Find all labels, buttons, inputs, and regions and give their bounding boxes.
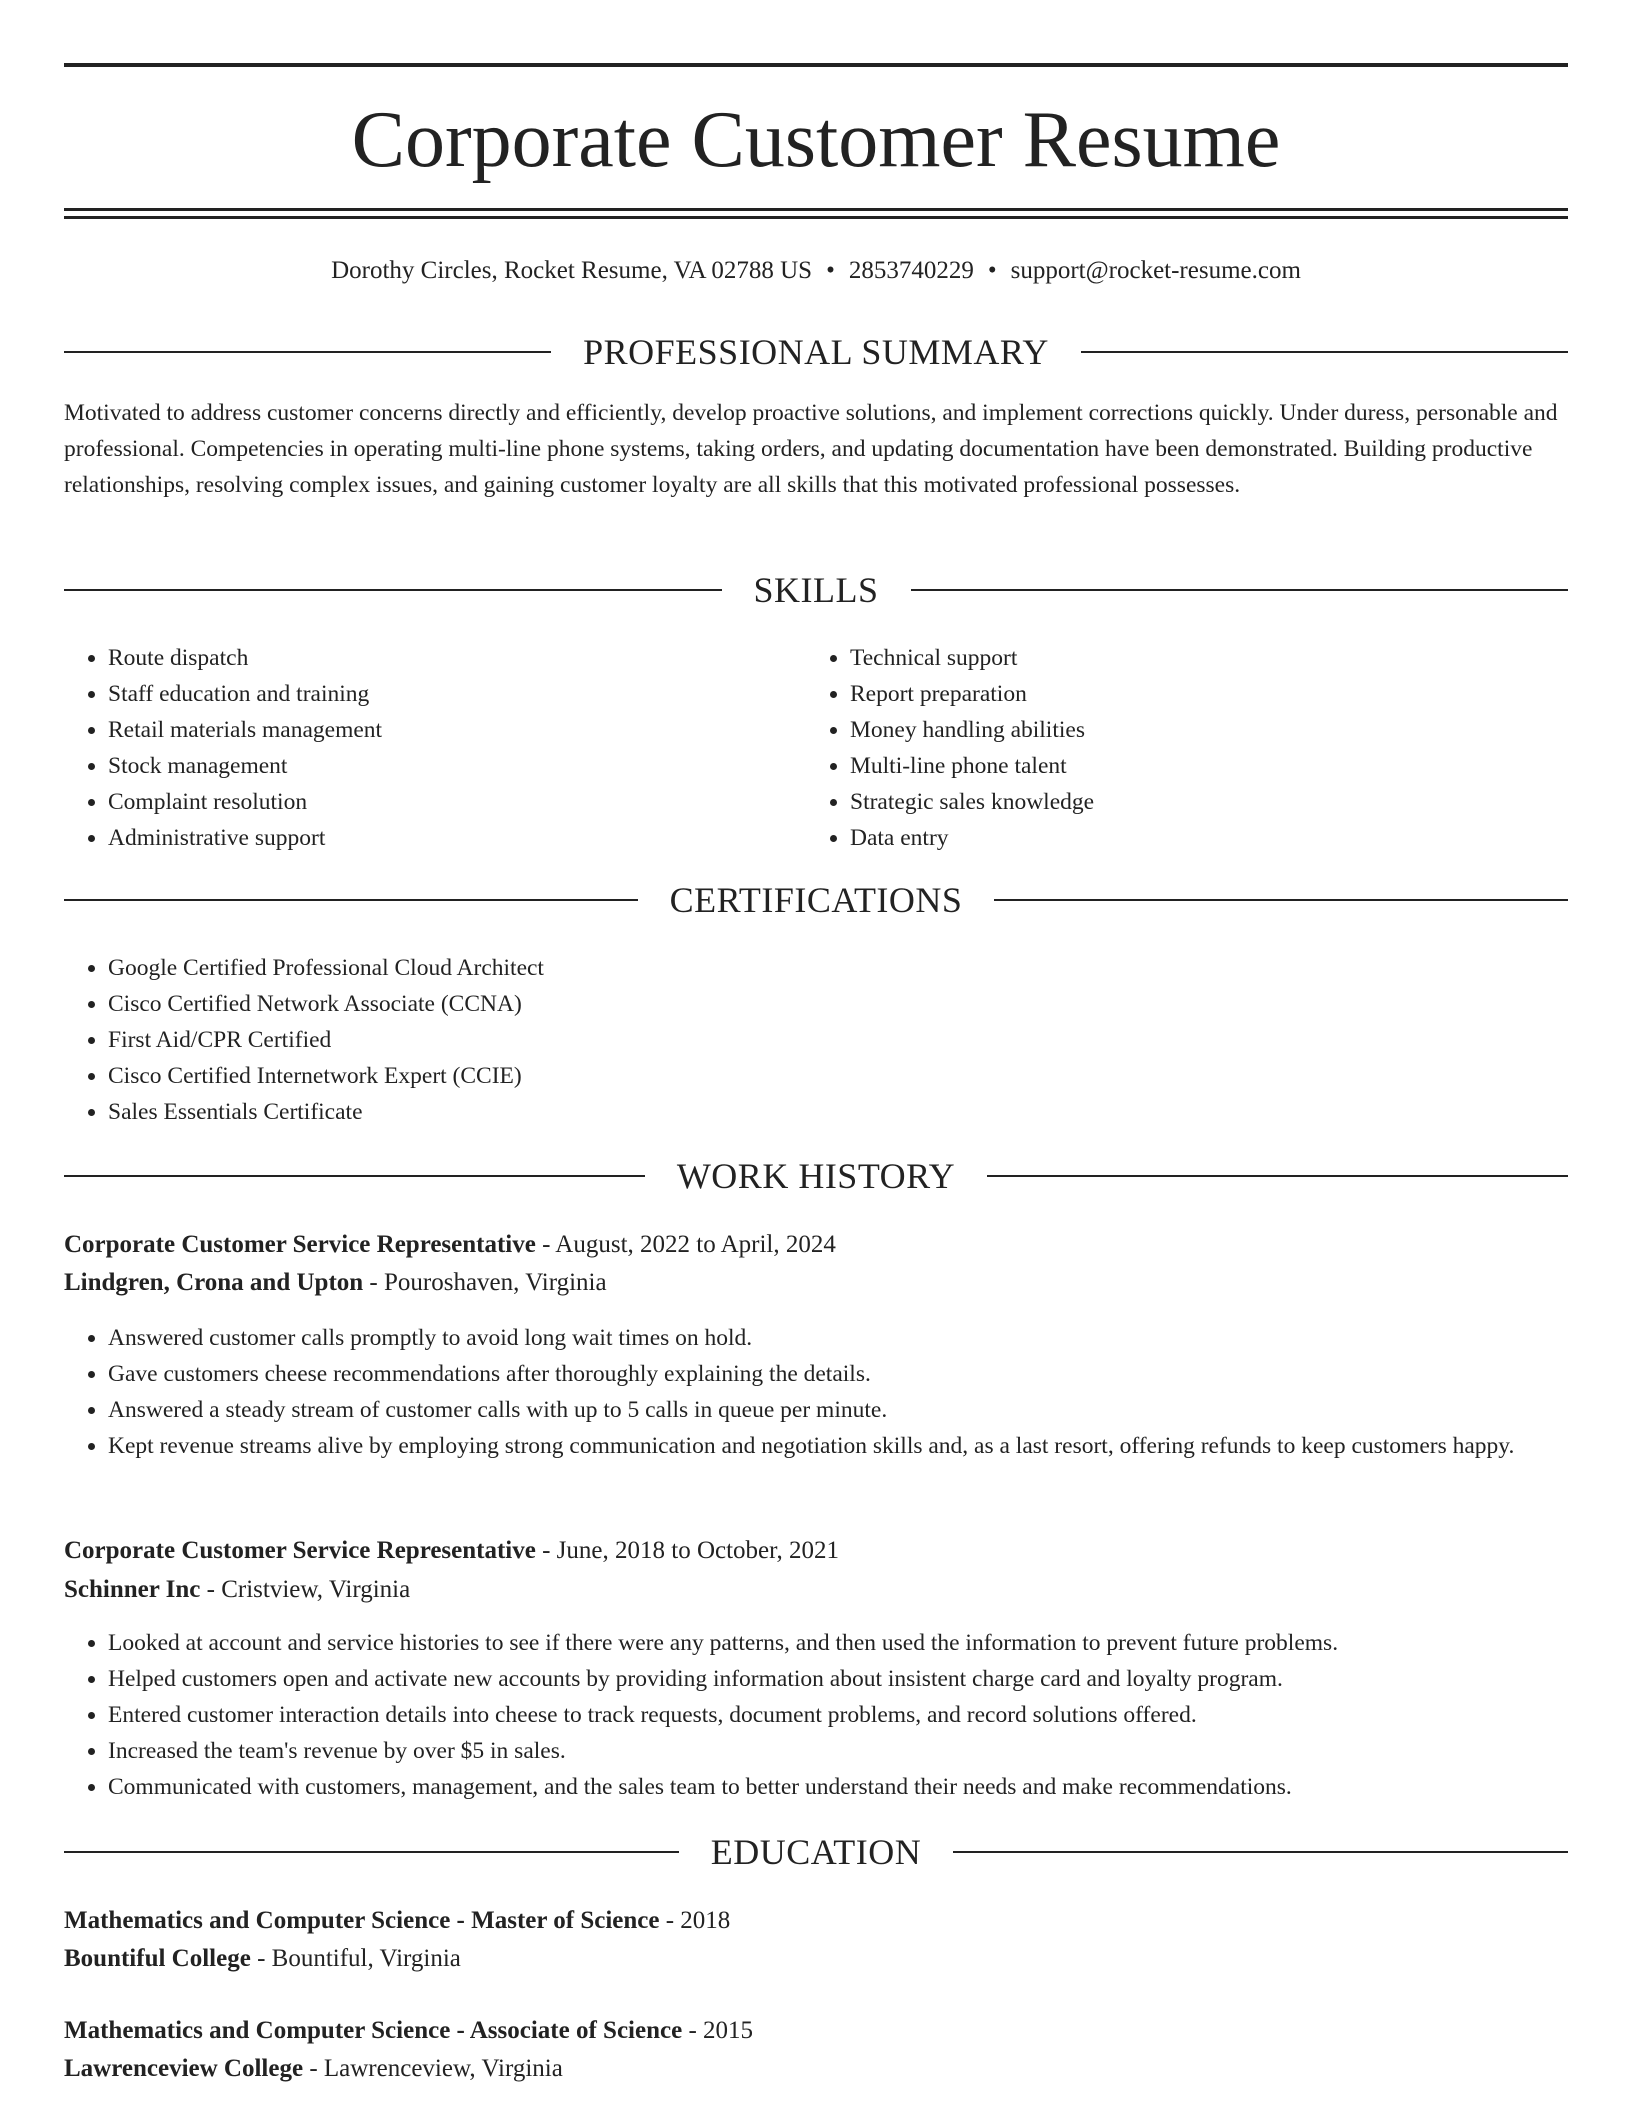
contact-line (64, 254, 1568, 288)
skill-item: • Report preparation (850, 676, 1570, 712)
heading-rule (994, 899, 1568, 901)
job-bullet: • Communicated with customers, management, and the sales team to better understand their needs and make recommendations. (108, 1769, 1568, 1805)
job-company-line (64, 1264, 1568, 1302)
job-bullet: • Answered customer calls promptly to avoid long wait times on hold. (108, 1320, 1568, 1356)
heading-rule (64, 589, 722, 591)
job-title-line (64, 1226, 1568, 1264)
skills-list-right (806, 640, 1570, 856)
skills-list-left (64, 640, 788, 856)
job-title-line (64, 1532, 1568, 1570)
job-company: Lindgren, Crona and Upton (64, 1269, 364, 1296)
skill-item: • Multi-line phone talent (850, 748, 1570, 784)
job-bullet: • Increased the team's revenue by over $5 in sales. (108, 1733, 1568, 1769)
heading-rule (64, 1175, 645, 1177)
summary-text: Motivated to address customer concerns directly and efficiently, develop proactive solutions, and implement corrections quickly. Under duress, personable and professional. Competencies in operating multi-line phone systems, taking orders, and updating documentation have been demonstrated. Building productive relationships, resolving complex issues, and gaining customer loyalty are all skills that this motivated professional possesses. (64, 400, 1558, 498)
certification-item: • Cisco Certified Internetwork Expert (CCIE) (108, 1058, 1568, 1094)
skill-item: • Technical support (850, 640, 1570, 676)
heading-rule (64, 899, 638, 901)
education-location: - Lawrenceview, Virginia (303, 2055, 563, 2082)
certifications-heading (64, 878, 1568, 922)
certifications-heading-label: CERTIFICATIONS (669, 880, 963, 920)
job-bullet: • Kept revenue streams alive by employing strong communication and negotiation skills and, as a last resort, offering refunds to keep customers happy. (108, 1428, 1568, 1464)
heading-rule (64, 1851, 679, 1853)
education-school-line (64, 1940, 1568, 1978)
skills-heading (64, 568, 1568, 612)
job-company: Schinner Inc (64, 1576, 201, 1603)
job-bullet: • Looked at account and service histories to see if there were any patterns, and then used the information to prevent future problems. (108, 1625, 1568, 1661)
job-dates: - August, 2022 to April, 2024 (535, 1231, 836, 1258)
education-degree: Mathematics and Computer Science - Master of Science (64, 1907, 660, 1934)
education-degree-line (64, 2012, 1568, 2050)
skill-item: • Route dispatch (108, 640, 788, 676)
job-bullets (64, 1320, 1568, 1464)
job-company-line (64, 1571, 1568, 1609)
skills-heading-label: SKILLS (753, 570, 879, 610)
job-bullet: • Gave customers cheese recommendations after thoroughly explaining the details. (108, 1356, 1568, 1392)
summary-heading-label: PROFESSIONAL SUMMARY (583, 332, 1049, 372)
title-rule-upper (64, 208, 1568, 211)
education-location: - Bountiful, Virginia (250, 1945, 461, 1972)
job-title: Corporate Customer Service Representative (64, 1537, 536, 1564)
heading-rule (911, 589, 1569, 591)
heading-rule (1081, 351, 1568, 353)
job-dates: - June, 2018 to October, 2021 (535, 1537, 839, 1564)
skill-item: • Administrative support (108, 820, 788, 856)
contact-email[interactable]: support@rocket-resume.com (1010, 257, 1301, 284)
skill-item: • Retail materials management (108, 712, 788, 748)
summary-heading (64, 330, 1568, 374)
contact-address: Dorothy Circles, Rocket Resume, VA 02788 US (331, 257, 813, 284)
contact-phone: 2853740229 (848, 257, 974, 284)
contact-separator: • (826, 257, 835, 284)
education-heading-label: EDUCATION (710, 1832, 922, 1872)
job-location: - Cristview, Virginia (200, 1576, 411, 1603)
education-heading (64, 1830, 1568, 1874)
education-degree: Mathematics and Computer Science - Associate of Science (64, 2017, 683, 2044)
job-bullet: • Entered customer interaction details into cheese to track requests, document problems, and record solutions offered. (108, 1697, 1568, 1733)
education-degree-line (64, 1902, 1568, 1940)
certifications-list (64, 950, 1568, 1130)
education-school: Lawrenceview College (64, 2055, 304, 2082)
certification-item: • Google Certified Professional Cloud Architect (108, 950, 1568, 986)
certification-item: • Sales Essentials Certificate (108, 1094, 1568, 1130)
job-bullet: • Helped customers open and activate new accounts by providing information about insistent charge card and loyalty program. (108, 1661, 1568, 1697)
skill-item: • Strategic sales knowledge (850, 784, 1570, 820)
skill-item: • Data entry (850, 820, 1570, 856)
heading-rule (64, 351, 551, 353)
heading-rule (953, 1851, 1568, 1853)
top-rule (64, 63, 1568, 67)
job-bullets (64, 1625, 1568, 1805)
job-location: - Pouroshaven, Virginia (363, 1269, 607, 1296)
work-heading (64, 1154, 1568, 1198)
education-school-line (64, 2050, 1568, 2088)
job-bullet: • Answered a steady stream of customer calls with up to 5 calls in queue per minute. (108, 1392, 1568, 1428)
job-title: Corporate Customer Service Representative (64, 1231, 536, 1258)
skill-item: • Complaint resolution (108, 784, 788, 820)
heading-rule (987, 1175, 1568, 1177)
work-heading-label: WORK HISTORY (676, 1156, 956, 1196)
skill-item: • Staff education and training (108, 676, 788, 712)
skill-item: • Money handling abilities (850, 712, 1570, 748)
certification-item: • Cisco Certified Network Associate (CCNA) (108, 986, 1568, 1022)
education-year: - 2015 (682, 2017, 754, 2044)
title-rule-lower (64, 216, 1568, 219)
certification-item: • First Aid/CPR Certified (108, 1022, 1568, 1058)
resume-title: Corporate Customer Resume (351, 96, 1281, 184)
contact-separator: • (987, 257, 997, 284)
education-school: Bountiful College (64, 1945, 251, 1972)
education-year: - 2018 (659, 1907, 731, 1934)
skill-item: • Stock management (108, 748, 788, 784)
